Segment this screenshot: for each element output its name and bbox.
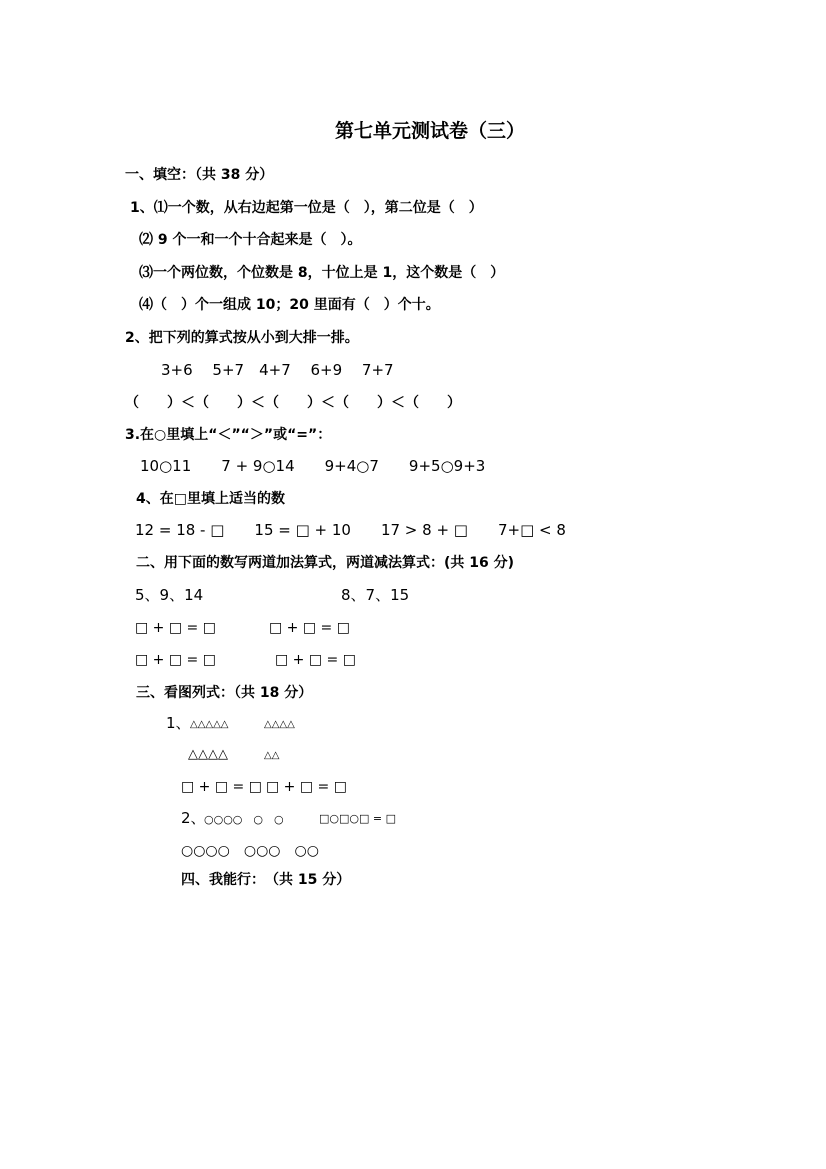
section1-heading: 一、填空：（共 38 分） bbox=[125, 167, 274, 183]
picture2-row2: ○○○○ ○○○ ○○ bbox=[181, 843, 319, 859]
picture1-label: 1、 bbox=[166, 714, 191, 732]
q2-blanks: （ ）＜（ ）＜（ ）＜（ ）＜（ ） bbox=[125, 395, 461, 411]
q1-4: ⑷（ ）个一组成 10；20 里面有（ ）个十。 bbox=[139, 297, 440, 313]
picture2-row1-right: □○□○□ = □ bbox=[319, 812, 396, 825]
section3-heading: 三、看图列式：（共 18 分） bbox=[136, 685, 313, 701]
section2-heading: 二、用下面的数写两道加法算式，两道减法算式：(共 16 分) bbox=[136, 555, 515, 571]
q3-items: 10○11 7 + 9○14 9+4○7 9+5○9+3 bbox=[140, 457, 486, 475]
picture1-equation-left: □ + □ = □ bbox=[181, 779, 262, 795]
picture2-row1-left: ○○○○ ○ ○ bbox=[204, 813, 284, 826]
q2-expressions: 3+6 5+7 4+7 6+9 7+7 bbox=[161, 361, 394, 379]
q1-3: ⑶一个两位数，个位数是 8，十位上是 1，这个数是（ ） bbox=[139, 265, 505, 281]
picture1-row1-left: △△△△△ bbox=[190, 719, 229, 730]
numbers-left: 5、9、14 bbox=[135, 586, 204, 604]
numbers-right: 8、7、15 bbox=[341, 586, 410, 604]
equation-left-2: □ + □ = □ bbox=[135, 652, 216, 668]
picture1-row1-right: △△△△ bbox=[264, 719, 295, 730]
q3-heading: 3.在○里填上“＜”“＞”或“=”： bbox=[125, 427, 332, 443]
page-title: 第七单元测试卷（三） bbox=[335, 120, 526, 142]
q2-heading: 2、把下列的算式按从小到大排一排。 bbox=[125, 330, 359, 346]
picture1-equation-right: □ + □ = □ bbox=[266, 779, 347, 795]
picture1-row2-left: △△△△ bbox=[188, 747, 228, 762]
equation-right-1: □ + □ = □ bbox=[269, 620, 350, 636]
q4-heading: 4、在□里填上适当的数 bbox=[136, 491, 285, 507]
picture2-label: 2、 bbox=[181, 809, 206, 827]
section4-heading: 四、我能行： （共 15 分） bbox=[181, 872, 351, 888]
q1-1: 1、⑴一个数，从右边起第一位是（ ），第二位是（ ） bbox=[130, 200, 483, 216]
equation-right-2: □ + □ = □ bbox=[275, 652, 356, 668]
q1-2: ⑵ 9 个一和一个十合起来是（ ）。 bbox=[139, 232, 362, 248]
q4-items: 12 = 18 - □ 15 = □ + 10 17 > 8 + □ 7+□ < 8 bbox=[135, 521, 566, 539]
picture1-row2-right: △△ bbox=[264, 750, 280, 761]
equation-left-1: □ + □ = □ bbox=[135, 620, 216, 636]
